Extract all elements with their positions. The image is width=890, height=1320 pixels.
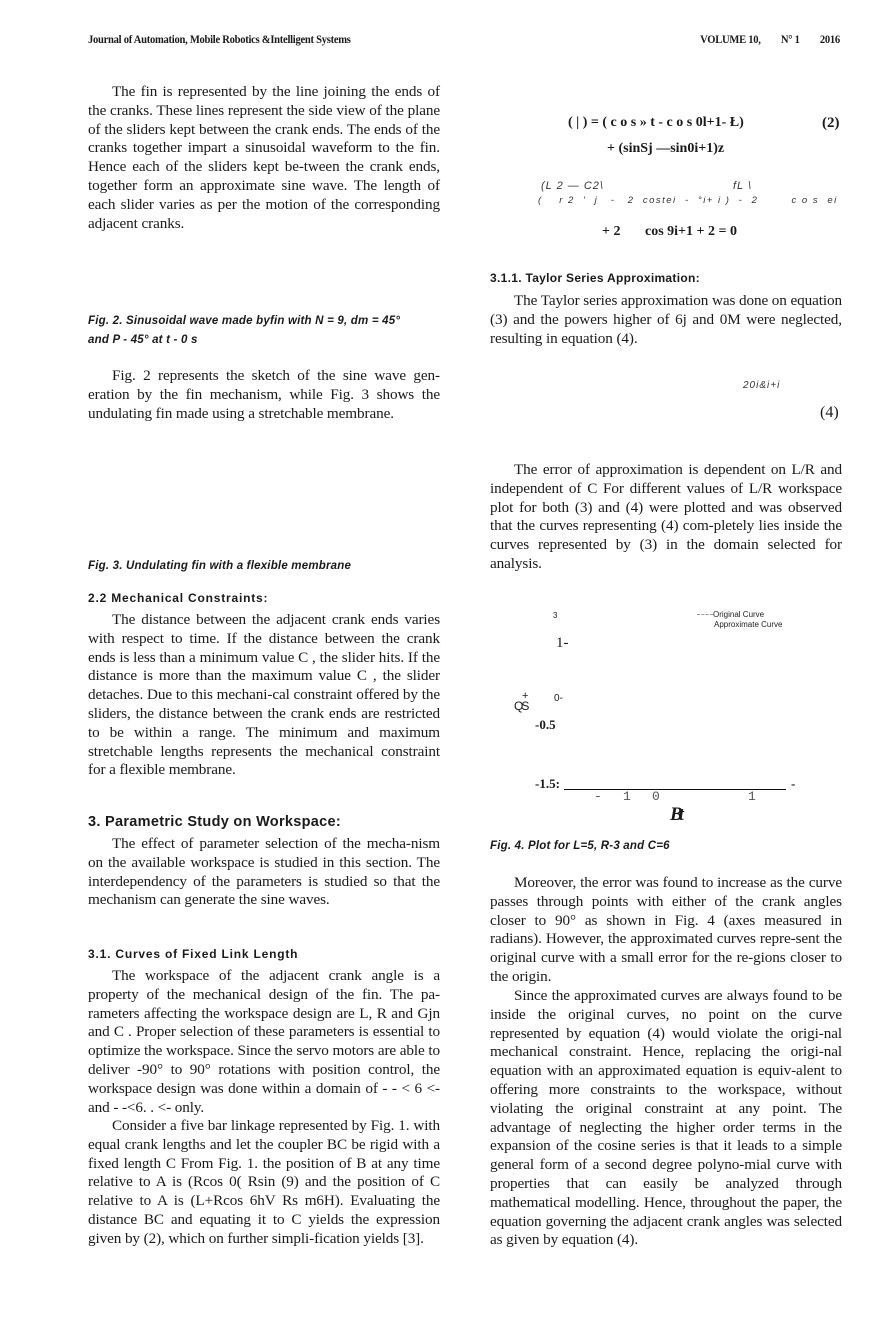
journal-header: [88, 34, 840, 50]
fig2-caption: [88, 312, 440, 350]
equation-2-line2: + (sinSj —sin0i+1)z: [607, 141, 725, 156]
volume-label: VOLUME 10,: [700, 34, 761, 46]
year-label: 2016: [819, 34, 840, 46]
section-heading-3: 3. Parametric Study on Workspace:: [88, 814, 341, 830]
legend-item-original: Original Curve: [697, 610, 782, 620]
equation-4-number: (4): [820, 404, 839, 421]
x-tick-1-neg: 1: [623, 789, 631, 804]
equation-4-fragment: 20i&i+i: [743, 380, 781, 391]
paragraph-since-approximated: Since the approximated curves are always found to be inside the original curves, no point on the curve represented by equation (4) would violate the origi-nal mechanical constraint. Hence, replacing the origi-nal equation with an approximated equation is equiv-alent to offering more constraints to the workspace, without violating the original constraint at any point. The advantage of neglecting the higher order terms in the expansion of the cosine series is that it leads to a simple general form of a second degree polyno-mial curve with properties that can easily be analyzed through mathematical modelling. Hence, throughout the paper, the equation governing the adjacent crank angles was selected as given by equation (4).: [490, 987, 842, 1249]
fig2-caption-line2: and P - 45° at t - 0 s: [88, 334, 198, 346]
fig2-caption-line1: Fig. 2. Sinusoidal wave made byfin with N = 9, dm = 45°: [88, 315, 401, 327]
x-tick-0: 0: [652, 789, 660, 804]
equation-2-line1: ( | ) = ( c o s » t - c o s 0l+1- Ł): [568, 115, 744, 130]
section-heading-3-1-1: 3.1.1. Taylor Series Approximation:: [490, 271, 700, 285]
fig4-chart: [490, 605, 840, 830]
fig3-caption: Fig. 3. Undulating fin with a flexible membrane: [88, 560, 352, 572]
equation-3-top-left: (L 2 — C2\: [541, 180, 604, 192]
paragraph-taylor-series: The Taylor series approximation was done on equation (3) and the powers higher of 6j and 0M were neglected, resulting in equation (4).: [490, 292, 842, 347]
x-tick-minus: -: [594, 789, 602, 804]
y-tick-0: 0-: [554, 693, 563, 704]
journal-title: Journal of Automation, Mobile Robotics &Intelligent Systems: [88, 34, 351, 46]
paragraph-mechanical-constraints: The distance between the adjacent crank ends varies with respect to time. If the distance between the crank ends is less than a minimum value C , the slider hits. If the distance is more than the maximum value C , the slider detaches. Due to this mechani-cal constraint offered by the sliders, the distance between the crank ends are restricted to be within a range. The minimum and maximum stretchable lengths represents the mechanical constraint for a flexible membrane.: [88, 611, 440, 779]
paragraph-five-bar-linkage: Consider a five bar linkage represented by Fig. 1. with equal crank lengths and let the coupler BC be rigid with a fixed length C From Fig. 1. the position of B at any time relative to A is (Rcos 0( Rsin (9) and the position of C relative to A is (L+Rcos 6hV Rs m6H). Evaluating the distance BC and equating it to C yields the expression given by (2), which on further simpli-fication yields [3].: [88, 1117, 440, 1247]
y-axis-plus: +: [522, 690, 529, 702]
x-axis-label: Bt: [670, 804, 680, 825]
paragraph-moreover: Moreover, the error was found to increase as the curve passes through points with either of the crank angles closer to 90° as shown in Fig. 4 (axes measured in radians). However, the approximated curves repre-sent the original curve with a small error for the re-gions closer to the origin.: [490, 874, 842, 985]
y-tick-1: 1-: [556, 635, 569, 651]
section-heading-2-2: 2.2 Mechanical Constraints:: [88, 591, 269, 605]
equation-3-bottom: ( r 2 ' j - 2 costei - °i+ i ) - 2 c o s ei: [538, 195, 838, 206]
equation-3-top-right: fL \: [733, 180, 753, 192]
equation-2-number: (2): [822, 115, 840, 131]
legend-item-approximate: Approximate Curve: [714, 620, 783, 629]
equation-3-line3: + 2 cos 9i+1 + 2 = 0: [602, 224, 737, 239]
legend-line-original-icon: [697, 614, 713, 615]
paragraph-fin-representation: The fin is represented by the line joining the ends of the cranks. These lines represent the side view of the plane of the sliders kept between the crank ends. The ends of the cranks together impart a sinusoidal waveform to the fin. Hence each of the sliders kept be-tween the crank ends, together form an approximate sine wave. The length of each slider varies as per the motion of the corresponding adjacent cranks.: [88, 83, 440, 232]
chart-legend: [697, 610, 782, 630]
y-axis-label: + QS: [514, 690, 529, 713]
paragraph-approximation-error: The error of approximation is dependent on L/R and independent of C For different values of L/R workspace plot for both (3) and (4) were plotted and was observed that the curves representing (4) com-pletely lies inside the curves represented by (3) in the domain selected for analysis.: [490, 461, 842, 572]
paragraph-parametric-study: The effect of parameter selection of the mecha-nism on the available workspace is studied in this section. The interdependency of the parameters is studied so that the mechanism can generate the sine waves.: [88, 835, 440, 909]
x-tick-1: 1: [748, 789, 756, 804]
y-tick-3: 3: [553, 611, 558, 620]
issue-info: [700, 34, 840, 46]
y-tick-neg-1-5: -1.5:: [535, 776, 560, 791]
issue-number: N° 1: [780, 34, 800, 46]
section-heading-3-1: 3.1. Curves of Fixed Link Length: [88, 947, 299, 961]
x-axis-end-tick: -: [791, 776, 796, 791]
paragraph-fig2-description: Fig. 2 represents the sketch of the sine wave gen-eration by the fin mechanism, while Fig. 3 shows the undulating fin made using a stretchable membrane.: [88, 367, 440, 422]
y-tick-neg-0-5: -0.5: [535, 717, 556, 732]
paragraph-workspace-design: The workspace of the adjacent crank angle is a property of the mechanical design of the fin. The pa-rameters affecting the workspace design are L, R and Gjn and C . Proper selection of these parameters is essential to optimize the workspace. Since the servo motors are able to deliver -90° to 90° rotations with position control, the workspace design was done within a domain of - - < 6 <- and - -<6. . <- only.: [88, 967, 440, 1116]
fig4-caption: Fig. 4. Plot for L=5, R-3 and C=6: [490, 840, 670, 852]
